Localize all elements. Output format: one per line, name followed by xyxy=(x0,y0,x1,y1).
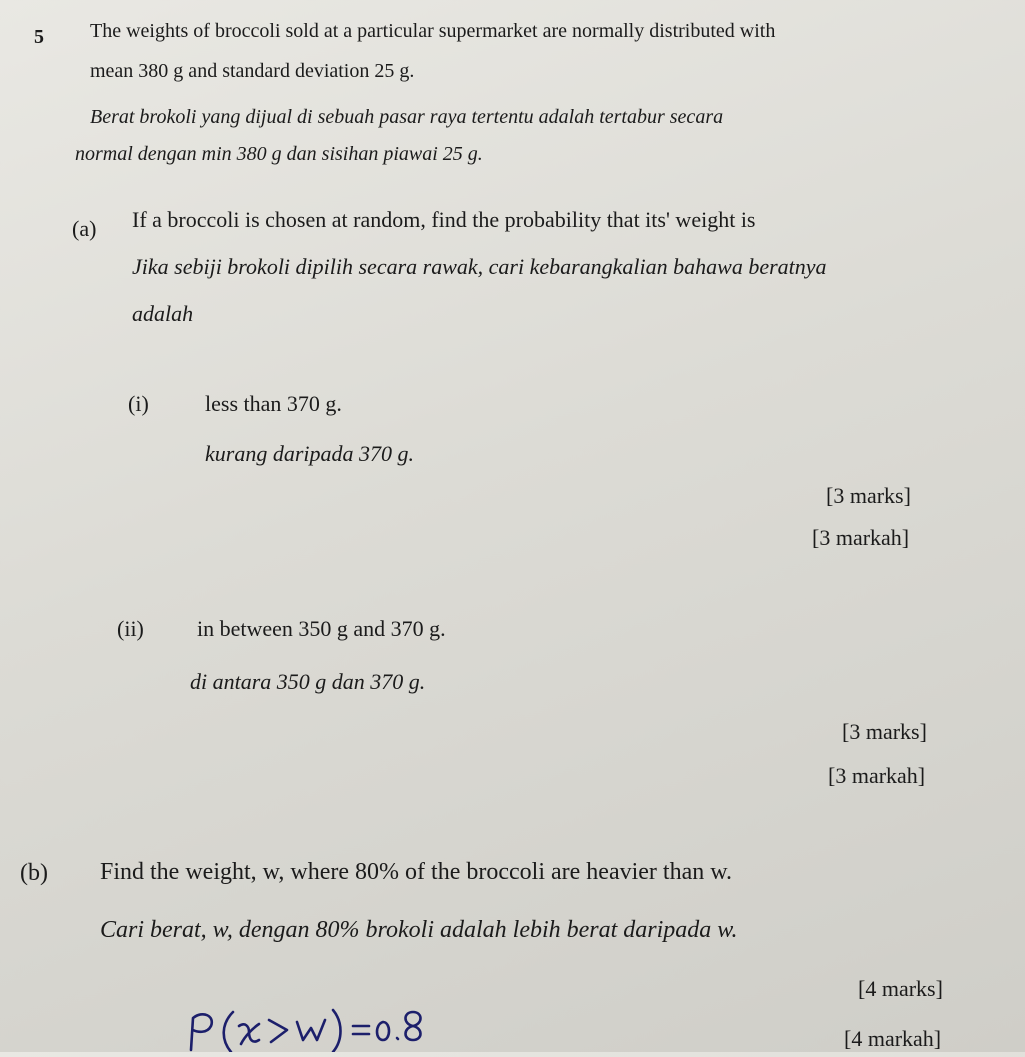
question-number: 5 xyxy=(34,26,44,48)
part-a-ii-text-ms: di antara 350 g dan 370 g. xyxy=(190,669,426,694)
handwritten-answer-drawing xyxy=(183,1000,423,1052)
part-a-ii-marks-ms: [3 markah] xyxy=(828,763,926,788)
part-a-ii-text-en: in between 350 g and 370 g. xyxy=(197,616,446,641)
part-a-i-text-en: less than 370 g. xyxy=(205,391,342,416)
part-a-label: (a) xyxy=(72,216,97,241)
part-b-marks-en: [4 marks] xyxy=(858,976,943,1001)
part-a-ii-marks-en: [3 marks] xyxy=(842,719,927,744)
part-a-prompt-ms-line1: Jika sebiji brokoli dipilih secara rawak, cari kebarangkalian bahawa beratnya xyxy=(132,254,827,279)
part-a-i-text-ms: kurang daripada 370 g. xyxy=(205,441,414,466)
part-b-marks-ms: [4 markah] xyxy=(844,1026,942,1051)
part-b-label: (b) xyxy=(20,860,48,886)
part-a-prompt-en: If a broccoli is chosen at random, find the probability that its' weight is xyxy=(132,207,756,232)
part-a-i-marks-en: [3 marks] xyxy=(826,483,911,508)
intro-en-line1: The weights of broccoli sold at a particular supermarket are normally distributed with xyxy=(90,20,776,42)
part-a-ii-label: (ii) xyxy=(117,616,144,641)
part-b-text-ms: Cari berat, w, dengan 80% brokoli adalah lebih berat daripada w. xyxy=(100,917,738,943)
intro-ms-line2: normal dengan min 380 g dan sisihan piawai 25 g. xyxy=(75,143,483,165)
handwritten-answer xyxy=(183,1000,423,1052)
intro-ms-line1: Berat brokoli yang dijual di sebuah pasar raya tertentu adalah tertabur secara xyxy=(90,106,724,128)
part-a-i-marks-ms: [3 markah] xyxy=(812,525,910,550)
intro-en-line2: mean 380 g and standard deviation 25 g. xyxy=(90,60,415,82)
part-b-text-en: Find the weight, w, where 80% of the broccoli are heavier than w. xyxy=(100,859,733,885)
part-a-i-label: (i) xyxy=(128,391,149,416)
part-a-prompt-ms-line2: adalah xyxy=(132,301,194,326)
